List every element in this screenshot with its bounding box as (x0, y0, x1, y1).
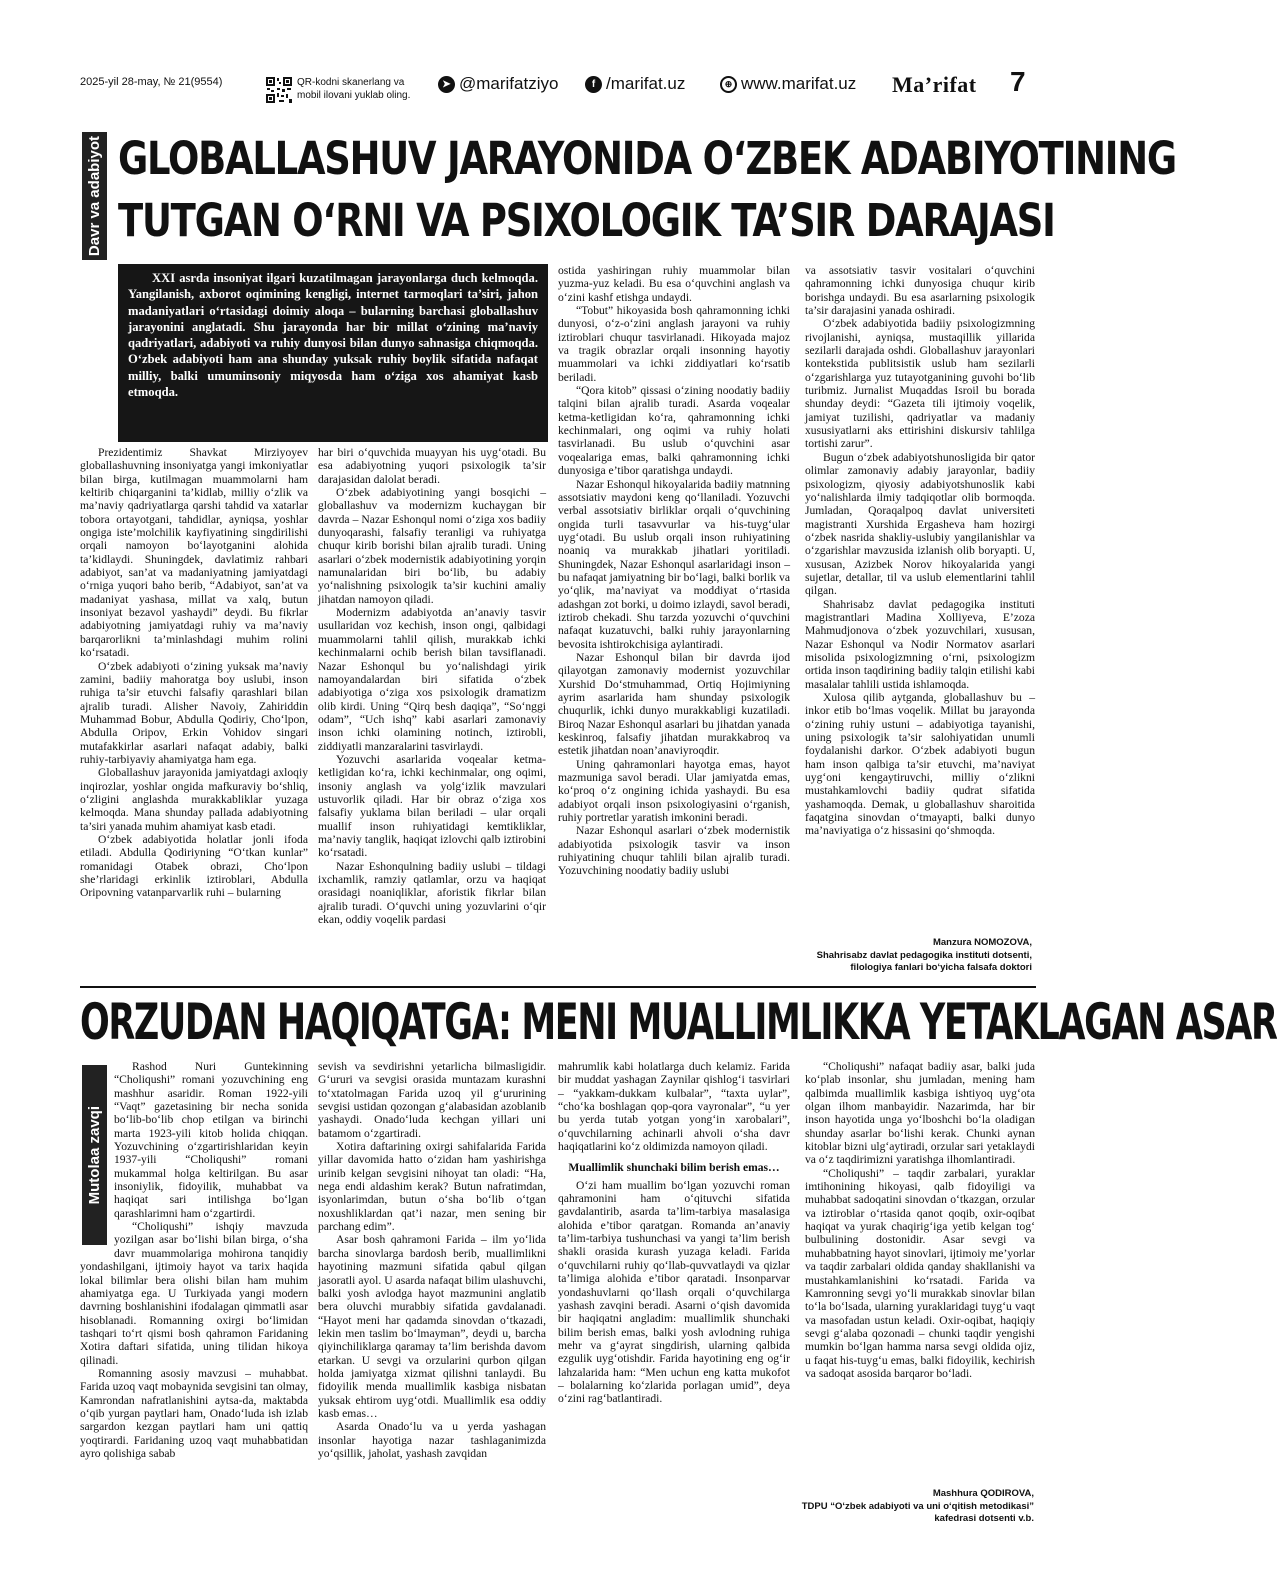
paragraph: “Choliqushi” ishqiy mavzuda yozilgan asar bo‘lishi bilan birga, o‘sha davr muammolariga mohirona tanqidiy yondashilgani, ijtimoiy hayot va tarix haqida lokal bilimlar bera olishi bilan ham muhim ahamiyatga ega. U Turkiyada yangi modern davrning boshlanishini ifodalagan qimmatli asar hisoblanadi. Romanning oxirgi bo‘limidan tashqari to‘rt qismi bosh qahramon Faridaning Xotira daftari sifatida, uning tilidan hikoya qilinadi. (80, 1220, 308, 1367)
paragraph: Yozuvchi asarlarida voqealar ketma-ketligidan ko‘ra, ichki kechinmalar, ong oqimi, insoniy anglash va yolg‘izlik mavzulari ustuvorlik qiladi. Har bir obraz o‘ziga xos falsafiy yuklama bilan beriladi – ular orqali muallif inson ruhiyatidagi kemtikliklar, ma’naviy tanglik, haqiqat izlovchi qalb iztirobini ko‘rsatadi. (318, 752, 546, 860)
author-name: Mashhura QODIROVA, (932, 1488, 1034, 1499)
qr-code-icon[interactable] (265, 76, 293, 104)
article1-headline (118, 128, 1176, 252)
globe-icon: ⊕ (720, 76, 737, 93)
paragraph: O‘zbek adabiyotining yangi bosqichi – globallashuv va modernizm kuchaygan bir davrda – Nazar Eshonqul nomi o‘ziga xos badiiy dunyoqarashi, falsafiy teranligi va ruhiyatga chuqur kirib borishi bilan ajralib turadi. Uning asarlari o‘zbek modernistik adabiyotining yorqin namunalaridan biri bo‘lib, bu adabiy yo‘nalishning psixologik ta’sir kuchini amaliy jihatdan namoyon qiladi. (318, 486, 546, 606)
paragraph: O‘zbek adabiyotida badiiy psixologizmning rivojlanishi, ayniqsa, mustaqillik yillarida sezilarli darajada oshdi. Globallashuv jarayonlari kontekstida publitsistik uslub ham sezilarli o‘zgarishlarga yuz tutayotganining guvohi bo‘lib turibmiz. Jurnalist Muqaddas Isroil bu borada shunday deydi: “Gazeta tili ijtimoiy voqelik, jamiyat tuzilishi, qadriyatlar va madaniy xususiyatlarni aks ettirishini diskursiv tahlilga tortishi zarur”. (805, 317, 1035, 451)
subheading: Muallimlik shunchaki bilim berish emas… (568, 1161, 780, 1175)
article2-column-1 (80, 1060, 308, 1530)
telegram-link[interactable] (438, 74, 558, 94)
paragraph: Shahrisabz davlat pedagogika instituti magistrantlari Madina Xolliyeva, E’zoza Mahmudjonova o‘zbek yozuvchilari, xususan, Nazar Eshonqul va Nodir Normatov asarlari misolida psixologizmning o‘rni, psixologizm ortida inson taqdirining badiiy talqin etilishi kabi masalalar tahlili ustida ishlamoqda. (805, 597, 1035, 691)
article1-column-3 (558, 264, 790, 974)
paragraph: mahrumlik kabi holatlarga duch kelamiz. Farida bir muddat yashagan Zaynilar qishlog‘i tasvirlari – “yakkam-dukkam kulbalar”, “taxta uylar”, “cho‘ka boshlagan qop-qora vayronalar”, “u yer bu yerda tutab yotgan yong‘in xarobalari”, o‘quvchilarning achinarli ahvoli o‘sha davr haqiqatlarini ko‘z oldimizda namoyon qiladi. (558, 1060, 790, 1154)
paragraph: Nazar Eshonqul bilan bir davrda ijod qilayotgan zamonaviy modernist yozuvchilar Xurshid Do‘stmuhammad, Ortiq Hojimiyning ayrim asarlarida ham shunday psixologik chuqurlik, ichki dunyo murakkabligi kuzatiladi. Biroq Nazar Eshonqul asarlari bu jihatdan yanada keskinroq, falsafiy jihatdan murakkabroq va estetik jihatdan noan’anaviyroqdir. (558, 650, 790, 758)
paragraph: “Tobut” hikoyasida bosh qahramonning ichki dunyosi, o‘z-o‘zini anglash jarayoni va ruhiy iztiroblari chuqur tasvirlanadi. Hikoyada majoz va tragik obrazlar orqali insonning hayotiy muammolari va ichki ziddiyatlari ko‘rsatib beriladi. (558, 304, 790, 384)
telegram-icon: ➤ (438, 76, 455, 93)
paragraph: Xotira daftarining oxirgi sahifalarida Farida yillar davomida hatto o‘zidan ham yashirishga urinib kelgan sevgisini nihoyat tan oladi: “Ha, nega endi aldashim kerak? Butun nafratimdan, isyonlarimdan, butun o‘sha bo‘lib o‘tgan noxushliklardan qat’i nazar, men sening bir parchang edim”. (318, 1140, 546, 1234)
paragraph: Prezidentimiz Shavkat Mirziyoyev globallashuvning insoniyatga yangi imkoniyatlar bilan birga, kutilmagan muammolarni ham keltirib chiqarganini ta’kidlab, milliy o‘zlik va ma’naviy qadriyatlarga qarshi tahdid va xatarlar tobora ortayotgani, tahdidlar, ayniqsa, yoshlar ongiga iste’molchilik kayfiyatining singdirilishi orqali namoyon bo‘layotganini alohida ta’kidlaydi. Shuningdek, davlatimiz rahbari adabiyot, san’at va madaniyatning jamiyatdagi o‘rniga yuqori baho berib, “Adabiyot, san’at va madaniyat yashasa, millat va xalq, butun insoniyat bezavol yashaydi” deydi. Bu fikrlar adabiyotning jamiyatdagi ruhiy va ma’naviy barqarorlikni ta’minlashdagi muhim rolini ko‘rsatadi. (80, 446, 308, 660)
author-title: Shahrisabz davlat pedagogika instituti dotsenti, (816, 949, 1032, 961)
article1-column-4 (805, 264, 1035, 924)
paragraph: O‘zbek adabiyotida holatlar jonli ifoda etiladi. Abdulla Qodiriyning “O‘tkan kunlar” romanidagi Otabek obrazi, Cho‘lpon she’rlaridagi erkinlik iztiroblari, Abdulla Oripovning vatanparvarlik ruhi – bularning (80, 832, 308, 900)
paragraph: Romanning asosiy mavzusi – muhabbat. Farida uzoq vaqt mobaynida sevgisini tan olmay, Kamrondan nafratlanishini aytsa-da, maktabda o‘qib yurgan paytlari ham, Onado‘luda ish izlab sargardon kezgan paytlari ham uni qattiq yoqtirardi. Faridaning uzoq vaqt muhabbatidan ayro qolishiga sabab (80, 1366, 308, 1460)
qr-caption: QR-kodni skanerlang va mobil ilovani yuklab oling. (297, 77, 411, 101)
headline-line-1: GLOBALLASHUV JARAYONIDA O‘ZBEK ADABIYOTINING (118, 132, 1176, 185)
telegram-handle: @marifatziyo (459, 74, 559, 93)
facebook-handle: /marifat.uz (606, 74, 686, 93)
page-number: 7 (1010, 66, 1026, 97)
facebook-icon: f (585, 76, 602, 93)
paragraph: Modernizm adabiyotda an’anaviy tasvir usullaridan voz kechish, inson ongi, qalbidagi muammolarni tahlil qilish, murakkab ichki kechinmalarni ochib berish bilan tavsiflanadi. Nazar Eshonqul bu yo‘nalishdagi yirik namoyandalardan biri sifatida o‘zbek adabiyotiga o‘ziga xos psixologik dramatizm olib kirdi. Uning “Qirq besh daqiqa”, “So‘nggi odam”, “Uch ishq” kabi asarlari zamonaviy inson ichki olamining notinch, iztirobli, ziddiyatli manzaralarini tasvirlaydi. (318, 606, 546, 753)
paragraph: Globallashuv jarayonida jamiyatdagi axloqiy inqirozlar, yoshlar ongida mafkuraviy bo‘shliq, o‘zligini anglashda murakkabliklar yuzaga kelmoqda. Mana shunday pallada adabiyotning ta’siri yanada muhim ahamiyat kasb etadi. (80, 766, 308, 833)
paragraph: va assotsiativ tasvir vositalari o‘quvchini qahramonning ichki dunyosiga chuqur kirib borishga undaydi. Bu esa asarlarning psixologik ta’sir darajasini yanada oshiradi. (805, 264, 1035, 318)
author-name: Manzura NOMOZOVA, (932, 937, 1032, 948)
paragraph: har biri o‘quvchida muayyan his uyg‘otadi. Bu esa adabiyotning yuqori psixologik ta’sir darajasidan dalolat beradi. (318, 446, 546, 486)
author-title: kafedrasi dotsenti v.b. (934, 1513, 1034, 1524)
article2-column-2 (318, 1060, 546, 1530)
article1-column-2 (318, 446, 546, 974)
paragraph: Nazar Eshonqul hikoyalarida badiiy matnning assotsiativ maydoni keng qo‘llaniladi. Yozuvchi verbal assotsiativ birliklar orqali o‘quvchining ongida turli tasavvurlar va his-tuyg‘ular uyg‘otadi. Bu uslub orqali inson ruhiyatining noaniq va murakkab jihatlari yoritiladi. Shuningdek, Nazar Eshonqul asarlaridagi inson – bu nafaqat jamiyatning bir bo‘lagi, balki borlik va yo‘qlik, ma’naviyat va moddiyat o‘rtasida adashgan zot borki, u doimo izlaydi, savol beradi, iztirob chekadi. Shu tarzda yozuvchi o‘quvchini nafaqat kuzatuvchi, balki ruhiy jarayonlarning bevosita ishtirokchisiga aylantiradi. (558, 477, 790, 651)
facebook-link[interactable] (585, 74, 685, 94)
article-divider (80, 986, 1036, 988)
article1-column-1 (80, 446, 308, 974)
website-url: www.marifat.uz (741, 74, 857, 93)
newspaper-logo: Ma’rifat (892, 72, 977, 97)
section-label: Davr va adabiyot (86, 135, 103, 257)
paragraph: Uning qahramonlari hayotga emas, hayot mazmuniga savol beradi. Ular jamiyatda emas, ko‘proq o‘z ongining ichida yashaydi. Bu esa adabiyot orqali inson psixologiyasini o‘rganish, ruhiy portretlar yaratish imkonini beradi. (558, 757, 790, 825)
article2-column-3 (558, 1060, 790, 1530)
paragraph: O‘zi ham muallim bo‘lgan yozuvchi roman qahramonini ham o‘qituvchi sifatida gavdalantirib, asarda ta’lim-tarbiya masalasiga alohida e’tibor qaratgan. Romanda an’anaviy ta’lim-tarbiya tushunchasi va yangi ta’lim berish shakli orasida kurash yuzaga keladi. Farida o‘quvchilarni ruhiy qo‘llab-quvvatlaydi va qizlar ta’limiga alohida e’tibor qaratadi. Insonparvar yondashuvlarni qo‘llash orqali o‘quvchilarga yashash zavqini beradi. Asarni o‘qish davomida bir haqiqatni angladim: muallimlik shunchaki bilim berish emas, balki yosh avlodning ruhiga mehr va g‘ayrat singdirish, ularning qalbida ezgulik uyg‘otishdir. Farida hayotining eng og‘ir lahzalarida ham: “Men uchun eng katta mukofot – bolalarning ko‘zlarida porlagan umid”, deya o‘zini rag‘batlantiradi. (558, 1178, 790, 1406)
paragraph: Asarda Onado‘lu va u yerda yashagan insonlar hayotiga nazar tashlaganimizda yo‘qsillik, jaholat, yashash zavqidan (318, 1420, 546, 1460)
author-title: TDPU “O‘zbek adabiyoti va uni o‘qitish metodikasi” (801, 1500, 1034, 1512)
masthead (80, 66, 1040, 110)
website-link[interactable] (720, 74, 856, 94)
paragraph: Asar bosh qahramoni Farida – ilm yo‘lida barcha sinovlarga bardosh berib, muallimlikni hayotining mazmuni sifatida qabul qilgan jasoratli ayol. U asarda nafaqat bilim ulashuvchi, balki yosh avlodga hayot mazmunini anglatib bera oluvchi murabbiy sifatida gavdalanadi. “Hayot meni har qadamda sinovdan o‘tkazadi, lekin men taslim bo‘lmayman”, deydi u, barcha qiyinchiliklarga qaramay ta’lim berishda davom etarkan. U sevgi va orzularini qurbon qilgan holda jamiyatga xizmat qilishni tanlaydi. Bu fidoyilik menda muallimlik kasbiga nisbatan yuksak ehtirom uyg‘otdi. Muallimlik esa oddiy kasb emas… (318, 1233, 546, 1420)
article2-headline: ORZUDAN HAQIQATGA: MENI MUALLIMLIKKA YETAKLAGAN ASAR (80, 993, 1277, 1051)
paragraph: “Qora kitob” qissasi o‘zining noodatiy badiiy talqini bilan ajralib turadi. Asarda voqealar ketma-ketligidan ko‘ra, qahramonning ichki kechinmalari, ong oqimi va ruhiy holati tasvirlanadi. Bu uslub o‘quvchini asar voqealariga emas, balki qahramonning ichki dunyosiga e’tibor qaratishga undaydi. (558, 384, 790, 478)
paragraph: Nazar Eshonqul asarlari o‘zbek modernistik adabiyotida psixologik tasvir va inson ruhiyatining chuqur tahlili bilan ajralib turadi. Yozuvchining noodatiy badiiy uslubi (558, 824, 790, 878)
paragraph: “Choliqushi” – taqdir zarbalari, yuraklar imtihonining hikoyasi, qalb fidoyiligi va muhabbat sadoqatini sinovdan o‘tkazgan, orzular va iztiroblar o‘rtasida qanot qoqib, oxir-oqibat haqiqat va yurak chaqirig‘iga yetib kelgan tog‘ bulbulining dostonidir. Asar sevgi va muhabbatning hayot sinovlari, ijtimoiy me’yorlar va taqdir zarbalari oldida qanday shakllanishi va mustahkamlanishini ko‘rsatadi. Farida va Kamronning sevgi yo‘li murakkab sinovlar bilan to‘la bo‘lsada, ularning yuraklaridagi tuyg‘u vaqt va masofadan ustun keladi. Oxir-oqibat, haqiqiy sevgi g‘alaba qozonadi – chunki taqdir yengishi mumkin bo‘lgan hamma narsa sevgi oldida ojiz, u faqat his-tuyg‘u emas, balki fidoyilik, kechirish va sadoqat asosida barqaror bo‘ladi. (805, 1166, 1035, 1380)
paragraph: “Choliqushi” nafaqat badiiy asar, balki juda ko‘plab insonlar, shu jumladan, mening ham qalbimda muallimlik kasbiga ishtiyoq uyg‘ota olgan ilhom manbayidir. Nazarimda, har bir inson hayotida unga yo‘lboshchi bo‘la oladigan shunday asarlar bo‘lishi kerak. Chunki aynan kitoblar bizni ulg‘aytiradi, orzular sari yetaklaydi va o‘z taqdirimizni yaratishga ilhomlantiradi. (805, 1060, 1035, 1167)
section-tab-davr-va-adabiyot (82, 132, 107, 260)
paragraph: sevish va sevdirishni yetarlicha bilmasligidir. G‘ururi va sevgisi orasida muntazam kurashni to‘xtatolmagan Farida uzoq yil g‘ururining sevgisi ustidan qozongan g‘alabasidan azoblanib yashaydi. Onado‘luda kechgan yillari uni batamom o‘zgartiradi. (318, 1060, 546, 1140)
article2-column-4 (805, 1060, 1035, 1485)
paragraph: ostida yashiringan ruhiy muammolar bilan yuzma-yuz keladi. Bu esa o‘quvchini anglash va o‘zini kashf etishga undaydi. (558, 264, 790, 304)
paragraph: Nazar Eshonqulning badiiy uslubi – tildagi ixchamlik, ramziy qatlamlar, orzu va haqiqat orasidagi noaniqliklar, aforistik fikrlar bilan ajralib turadi. O‘quvchi uning yozuvlarini o‘qir ekan, oddiy voqelik pardasi (318, 859, 546, 927)
author-title: filologiya fanlari bo‘yicha falsafa doktori (850, 962, 1032, 973)
article1-author (790, 937, 1032, 975)
paragraph: Xulosa qilib aytganda, globallashuv bu – inkor etib bo‘lmas voqelik. Millat bu jarayonda o‘zining ruhiy ustuni – adabiyotiga tayanishi, uning psixologik ta’sir salohiyatidan unumli foydalanishi darkor. O‘zbek adabiyoti bugun ham inson qalbiga ta’sir etuvchi, ma’naviyat uyg‘oni kengaytiruvchi, milliy o‘zlikni mustahkamlovchi badiiy qudrat sifatida yashamoqda. Demak, u globallashuv sharoitida faqatgina sinovdan o‘tmayapti, balki dunyo ma’naviyatiga o‘z hissasini qo‘shmoqda. (805, 691, 1035, 838)
paragraph: Rashod Nuri Guntekinning “Choliqushi” romani yozuvchining eng mashhur asaridir. Roman 1922-yili “Vaqt” gazetasining bir necha sonida bo‘lib-bo‘lib chop etilgan va birinchi marta 1923-yili kitob holida chiqqan. Yozuvchining o‘zgartirishlaridan keyin 1937-yili “Choliqushi” romani mukammal holga keltirilgan. Bu asar insoniylik, fidoyilik, muhabbat va haqiqat sari intilishga bo‘lgan qarashlarimni ham o‘zgartirdi. (114, 1060, 308, 1220)
paragraph: Bugun o‘zbek adabiyotshunosligida bir qator olimlar zamonaviy adabiy jarayonlar, badiiy psixologizm, qiyosiy adabiyotshunoslik kabi yo‘nalishlarda ilmiy tadqiqotlar olib bormoqda. Jumladan, Qoraqalpoq davlat universiteti magistranti Xurshida Ergasheva ham hozirgi o‘zbek nasrida shakliy-uslubiy yangilanishlar va o‘zgarishlar mavzusida izlanish olib boryapti. U, xususan, Azizbek Norov hikoyalarida yangi sujetlar, detallar, til va uslub elementlarini tahlil qilgan. (805, 450, 1035, 598)
article2-author (790, 1488, 1034, 1526)
paragraph: O‘zbek adabiyoti o‘zining yuksak ma’naviy zamini, badiiy mahoratga boy uslubi, inson ruhiga ta’sir etuvchi falsafiy qarashlari bilan ajralib turadi. Alisher Navoiy, Zahiriddin Muhammad Bobur, Abdulla Qodiriy, Cho‘lpon, Abdulla Oripov, Erkin Vohidov singari mutafakkirlar asarlari nafaqat adabiy, balki ruhiy-tarbiyaviy ahamiyatga ham ega. (80, 659, 308, 766)
article1-lead: XXI asrda insoniyat ilgari kuzatilmagan jarayonlarga duch kelmoqda. Yangilanish, axborot oqimining kengligi, internet tarmoqlari ta’siri, jahon madaniyatlari o‘rtasidagi doimiy aloqa – bularning barchasi globallashuv jarayonini anglatadi. Shu jarayonda har bir millat o‘zining ma’naviy qadriyatlari, adabiyoti va ruhiy dunyosi bilan dunyo sahnasiga chiqmoqda. O‘zbek adabiyoti ham ana shunday yuksak ruhiy boylik sifatida nafaqat milliy, balki umuminsoniy miqyosda ham o‘ziga xos ahamiyat kasb etmoqda. (118, 264, 548, 442)
section-label: Mutolaa zavqi (86, 1105, 103, 1205)
headline-line-2: TUTGAN O‘RNI VA PSIXOLOGIK TA’SIR DARAJASI (118, 194, 1055, 247)
issue-date: 2025-yil 28-may, № 21(9554) (80, 76, 223, 88)
